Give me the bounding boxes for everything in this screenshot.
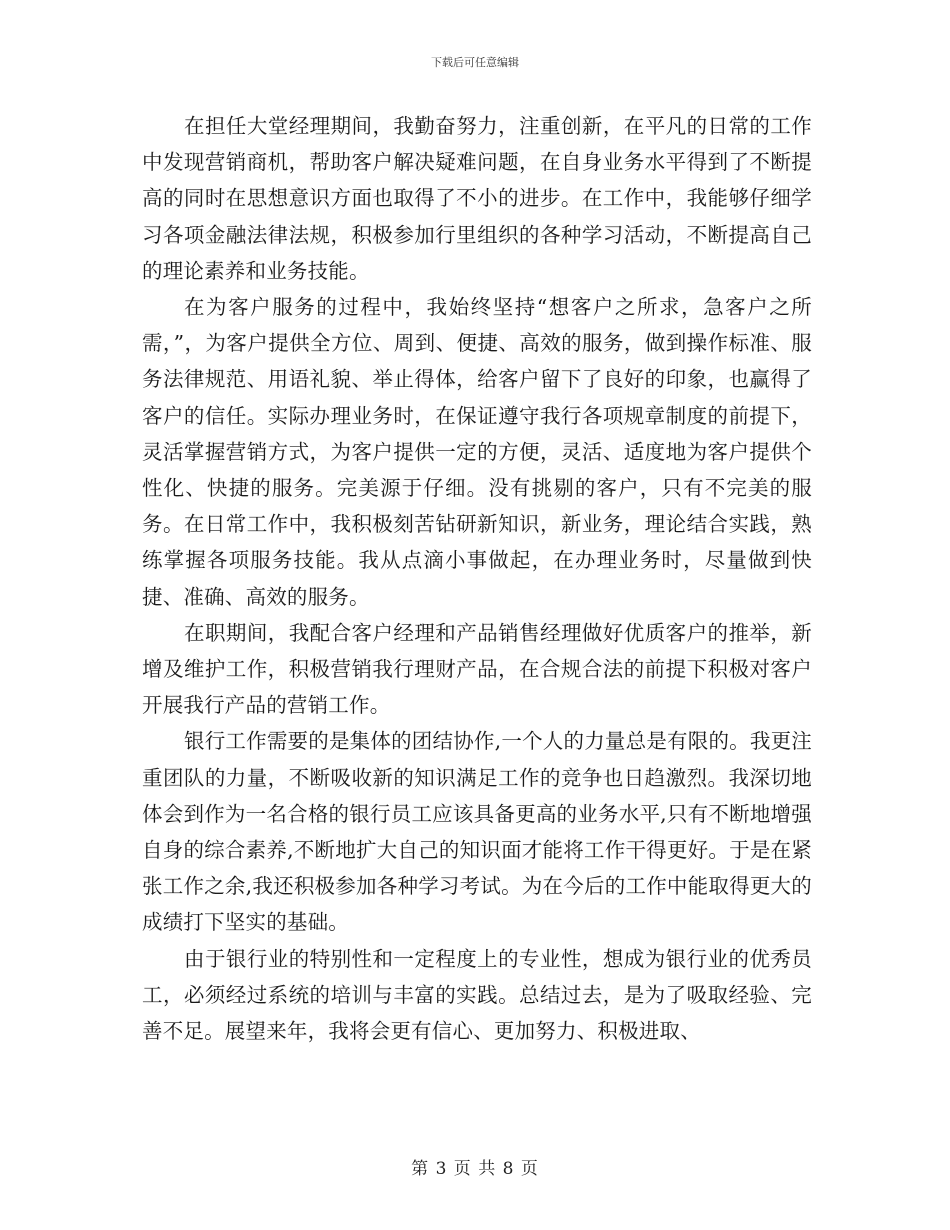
paragraph: 由于银行业的特别性和一定程度上的专业性，想成为银行业的优秀员工，必须经过系统的培训与丰富的实践。总结过去，是为了吸取经验、完善不足。展望来年，我将会更有信心、更加努力、积极进取、 bbox=[142, 946, 812, 1044]
document-body bbox=[142, 108, 812, 1049]
paragraph: 银行工作需要的是集体的团结协作,一个人的力量总是有限的。我更注重团队的力量，不断吸收新的知识满足工作的竞争也日趋激烈。我深切地体会到作为一名合格的银行员工应该具备更高的业务水平,只有不断地增强自身的综合素养,不断地扩大自己的知识面才能将工作干得更好。于是在紧张工作之余,我还积极参加各种学习考试。为在今后的工作中能取得更大的成绩打下坚实的基础。 bbox=[142, 729, 812, 935]
page-header: 下载后可任意编辑 bbox=[431, 56, 519, 69]
paragraph: 在为客户服务的过程中，我始终坚持“想客户之所求，急客户之所需，”，为客户提供全方位、周到、便捷、高效的服务，做到操作标准、服务法律规范、用语礼貌、举止得体，给客户留下了良好的印象，也赢得了客户的信任。实际办理业务时，在保证遵守我行各项规章制度的前提下，灵活掌握营销方式，为客户提供一定的方便，灵活、适度地为客户提供个性化、快捷的服务。完美源于仔细。没有挑剔的客户，只有不完美的服务。在日常工作中，我积极刻苦钻研新知识，新业务，理论结合实践，熟练掌握各项服务技能。我从点滴小事做起，在办理业务时，尽量做到快捷、准确、高效的服务。 bbox=[142, 295, 812, 609]
paragraph: 在担任大堂经理期间，我勤奋努力，注重创新，在平凡的日常的工作中发现营销商机，帮助客户解决疑难问题，在自身业务水平得到了不断提高的同时在思想意识方面也取得了不小的进步。在工作中，我能够仔细学习各项金融法律法规，积极参加行里组织的各种学习活动，不断提高自己的理论素养和业务技能。 bbox=[142, 114, 812, 283]
page-number-footer: 第 3 页 共 8 页 bbox=[411, 1159, 539, 1179]
paragraph: 在职期间，我配合客户经理和产品销售经理做好优质客户的推举，新增及维护工作，积极营销我行理财产品，在合规合法的前提下积极对客户开展我行产品的营销工作。 bbox=[142, 620, 812, 718]
